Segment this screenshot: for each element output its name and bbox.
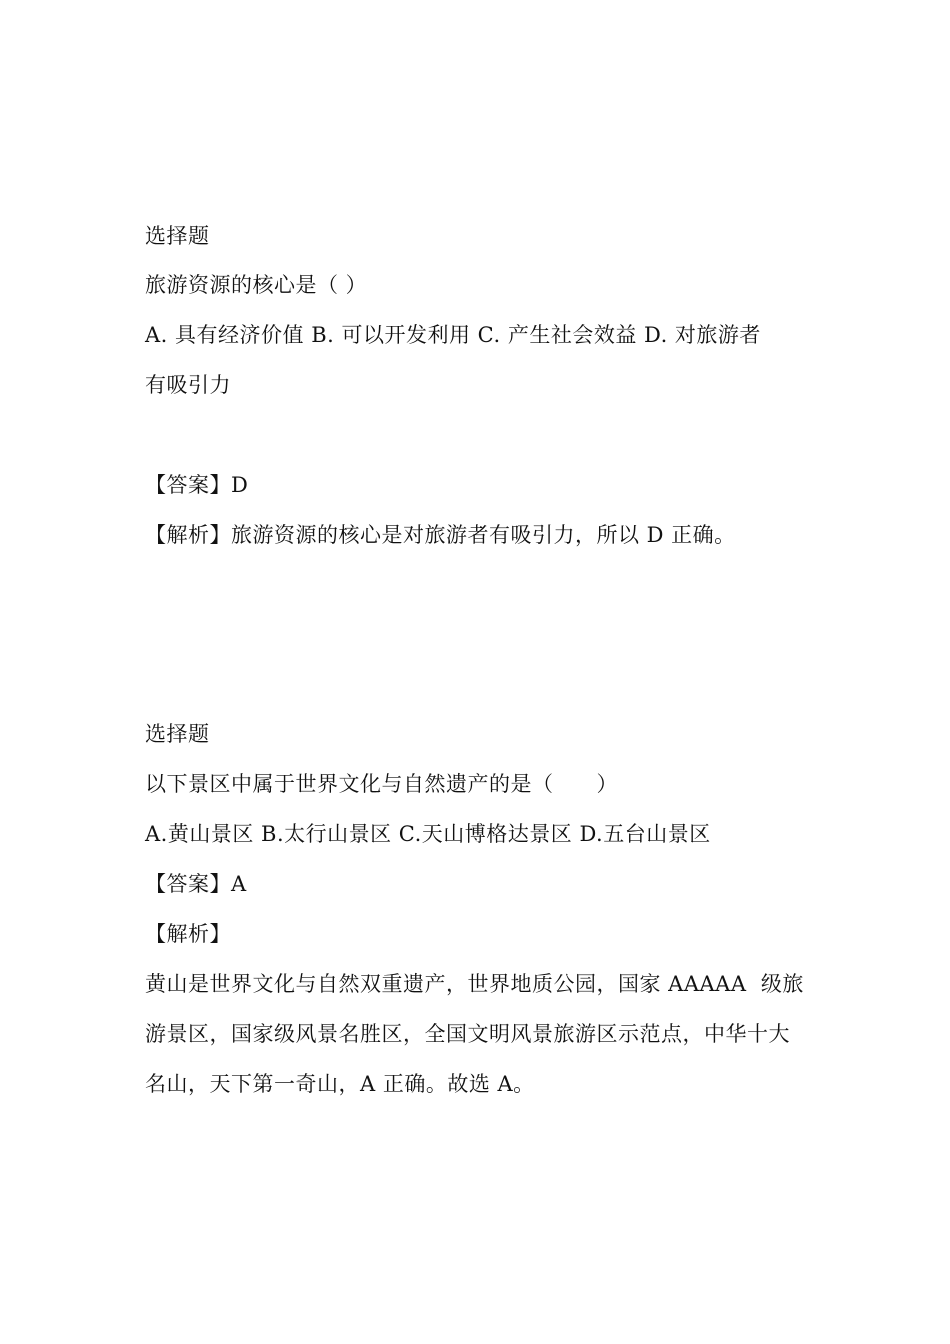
question-2-stem: 以下景区中属于世界文化与自然遗产的是（ ） (145, 772, 618, 796)
question-2-analysis-line-2: 游景区，国家级风景名胜区，全国文明风景旅游区示范点，中华十大 (145, 1022, 790, 1046)
question-1-options-line-1: A. 具有经济价值 B. 可以开发利用 C. 产生社会效益 D. 对旅游者 (145, 323, 761, 347)
question-1-type-label: 选择题 (145, 224, 210, 248)
question-2-type-label: 选择题 (145, 722, 210, 746)
question-1-analysis: 【解析】旅游资源的核心是对旅游者有吸引力，所以 D 正确。 (145, 523, 736, 547)
question-2-analysis-label: 【解析】 (145, 922, 231, 946)
question-1-stem: 旅游资源的核心是（ ） (145, 273, 368, 297)
question-1-answer: 【答案】D (145, 473, 249, 497)
question-2-analysis-line-3: 名山，天下第一奇山，A 正确。故选 A。 (145, 1072, 535, 1096)
question-1-options-line-2: 有吸引力 (145, 373, 231, 397)
question-2-analysis-line-1: 黄山是世界文化与自然双重遗产，世界地质公园，国家 AAAAA 级旅 (145, 972, 804, 996)
question-2-options-line-1: A.黄山景区 B.太行山景区 C.天山博格达景区 D.五台山景区 (145, 822, 711, 846)
question-2-answer: 【答案】A (145, 872, 247, 896)
